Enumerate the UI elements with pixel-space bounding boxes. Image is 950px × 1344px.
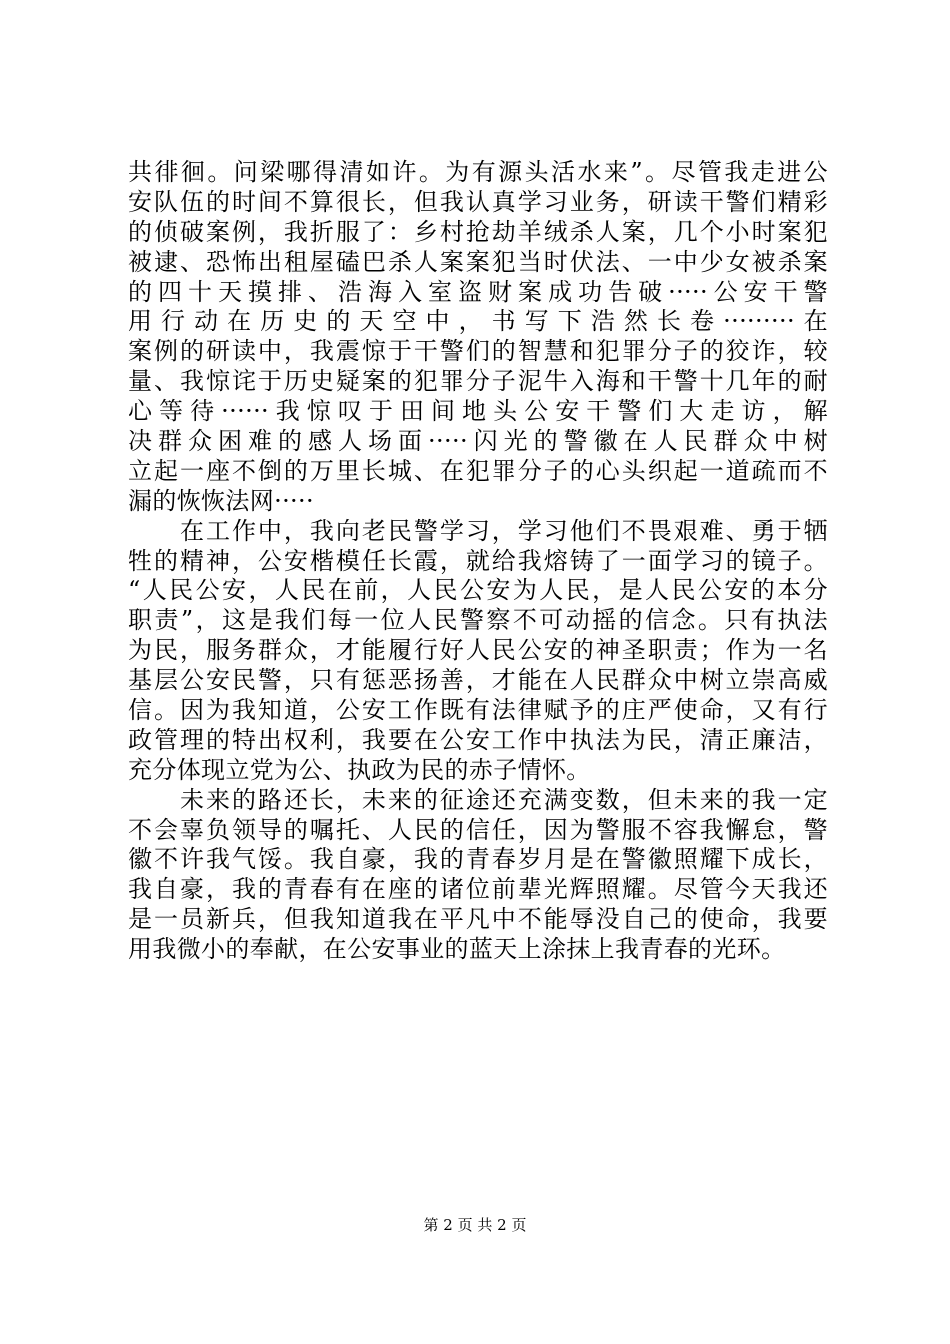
text-line: 案例的研读中，我震惊于干警们的智慧和犯罪分子的狡诈，较	[128, 337, 828, 366]
text-line: 心等待······我惊叹于田间地头公安干警们大走访，解	[128, 397, 828, 426]
body-text	[128, 158, 828, 965]
text-line: 用行动在历史的天空中，书写下浩然长卷·········在	[128, 307, 828, 336]
text-line: 安队伍的时间不算很长，但我认真学习业务，研读干警们精彩	[128, 187, 828, 216]
text-line: 牲的精神，公安楷模任长霞，就给我熔铸了一面学习的镜子。	[128, 546, 828, 575]
text-line: 充分体现立党为公、执政为民的赤子情怀。	[128, 755, 591, 784]
text-line: 基层公安民警，只有惩恶扬善，才能在人民群众中树立崇高威	[128, 666, 828, 695]
text-line: 立起一座不倒的万里长城、在犯罪分子的心头织起一道疏而不	[128, 456, 828, 485]
text-line: 为民，服务群众，才能履行好人民公安的神圣职责；作为一名	[128, 636, 828, 665]
text-line: 漏的恢恢法网·····	[128, 486, 314, 515]
text-line: 的四十天摸排、浩海入室盗财案成功告破·····公安干警	[128, 277, 828, 306]
text-line: 未来的路还长，未来的征途还充满变数，但未来的我一定	[128, 785, 828, 814]
text-line: 我自豪，我的青春有在座的诸位前辈光辉照耀。尽管今天我还	[128, 875, 828, 904]
text-line: “人民公安，人民在前，人民公安为人民，是人民公安的本分	[128, 576, 828, 605]
text-line: 是一员新兵，但我知道我在平凡中不能辱没自己的使命，我要	[128, 905, 828, 934]
text-line: 在工作中，我向老民警学习，学习他们不畏艰难、勇于牺	[128, 516, 828, 545]
text-line: 不会辜负领导的嘱托、人民的信任，因为警服不容我懈怠，警	[128, 815, 828, 844]
text-line: 职责”，这是我们每一位人民警察不可动摇的信念。只有执法	[128, 606, 828, 635]
page-footer: 第 2 页 共 2 页	[423, 1216, 527, 1234]
text-line: 徽不许我气馁。我自豪，我的青春岁月是在警徽照耀下成长，	[128, 845, 828, 874]
text-line: 的侦破案例，我折服了：乡村抢劫羊绒杀人案，几个小时案犯	[128, 217, 828, 246]
text-line: 共徘徊。问梁哪得清如许。为有源头活水来”。尽管我走进公	[128, 158, 828, 186]
text-line: 信。因为我知道，公安工作既有法律赋予的庄严使命，又有行	[128, 696, 828, 725]
text-line: 用我微小的奉献，在公安事业的蓝天上涂抹上我青春的光环。	[128, 935, 786, 964]
text-line: 量、我惊诧于历史疑案的犯罪分子泥牛入海和干警十几年的耐	[128, 367, 828, 396]
text-line: 政管理的特出权利，我要在公安工作中执法为民，清正廉洁，	[128, 725, 828, 754]
text-line: 被逮、恐怖出租屋磕巴杀人案案犯当时伏法、一中少女被杀案	[128, 247, 828, 276]
text-line: 决群众困难的感人场面·····闪光的警徽在人民群众中树	[128, 427, 828, 456]
